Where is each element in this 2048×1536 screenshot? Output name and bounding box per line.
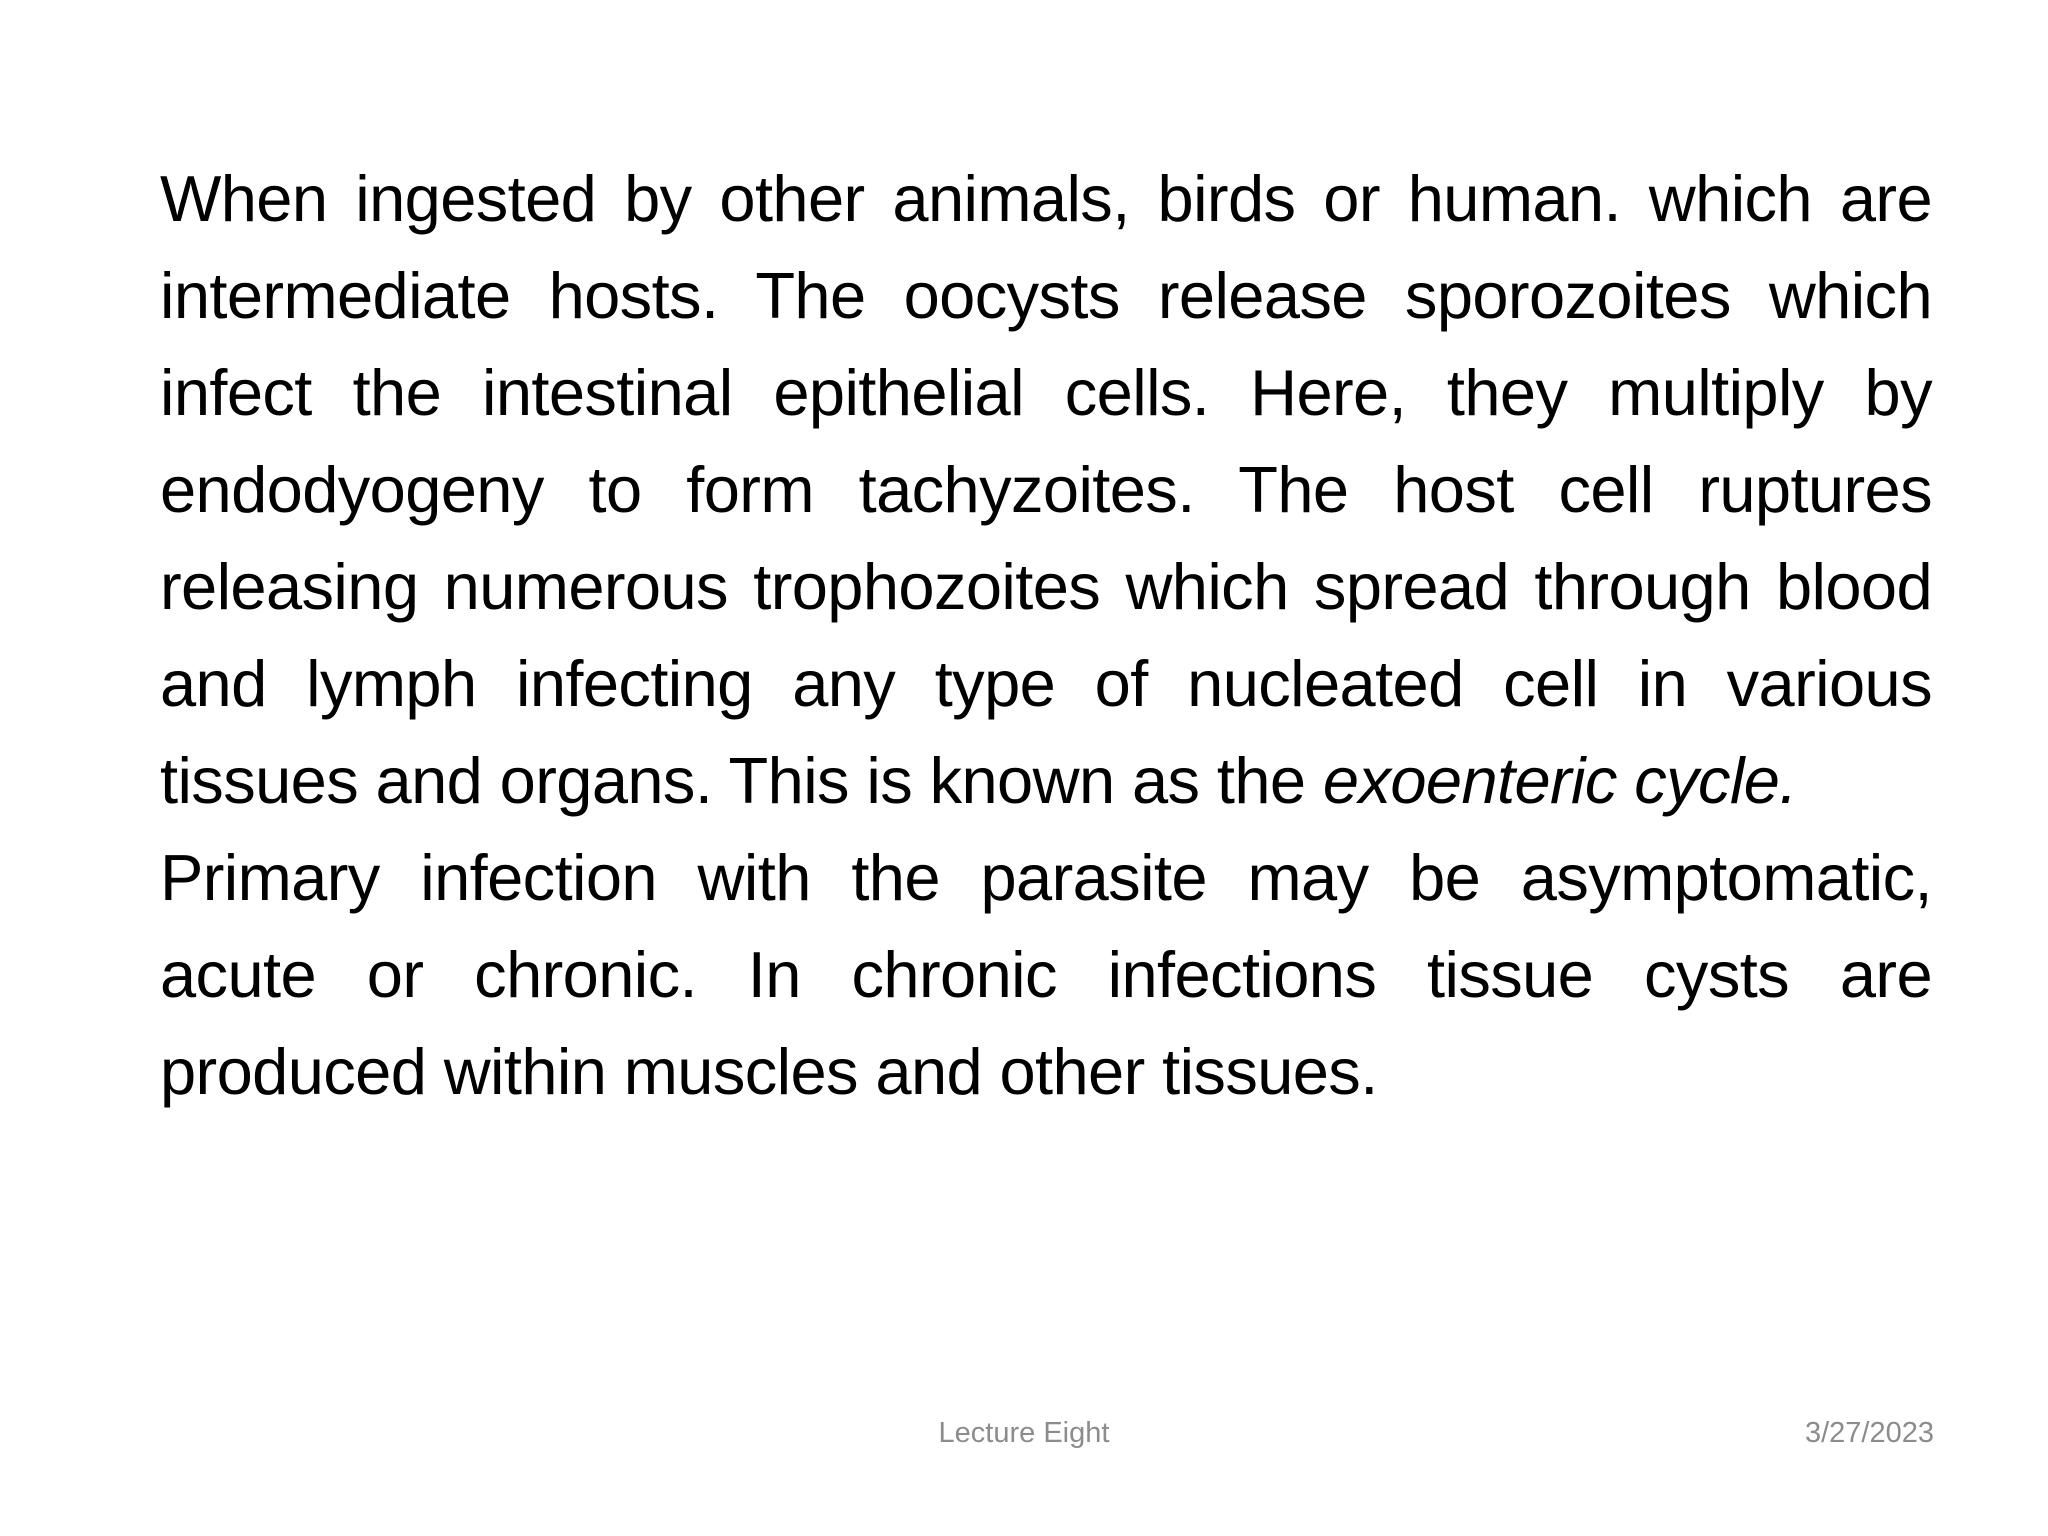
paragraph-1-text: When ingested by other animals, birds or human. which are intermediate hosts. The oocysts release sporozoites which infect the intestinal epithelial cells. Here, they multiply by endodyogeny to form tachyzoites. The host cell ruptures releasing numerous trophozoites which spread through blood and lymph infecting any type of nucleated cell in various tissues and organs. This is known as the xyxy=(160,162,1932,817)
footer-date: 3/27/2023 xyxy=(1804,1417,1934,1449)
paragraph-primary-infection xyxy=(160,829,1932,1120)
slide-body xyxy=(160,150,1932,1120)
paragraph-1-italic-term: exoenteric cycle. xyxy=(1322,744,1797,817)
paragraph-2-text: Primary infection with the parasite may be asymptomatic, acute or chronic. In chronic infections tissue cysts are produced within muscles and other tissues. xyxy=(160,841,1932,1108)
paragraph-exoenteric-cycle xyxy=(160,150,1932,829)
footer-lecture-title: Lecture Eight xyxy=(938,1417,1110,1449)
